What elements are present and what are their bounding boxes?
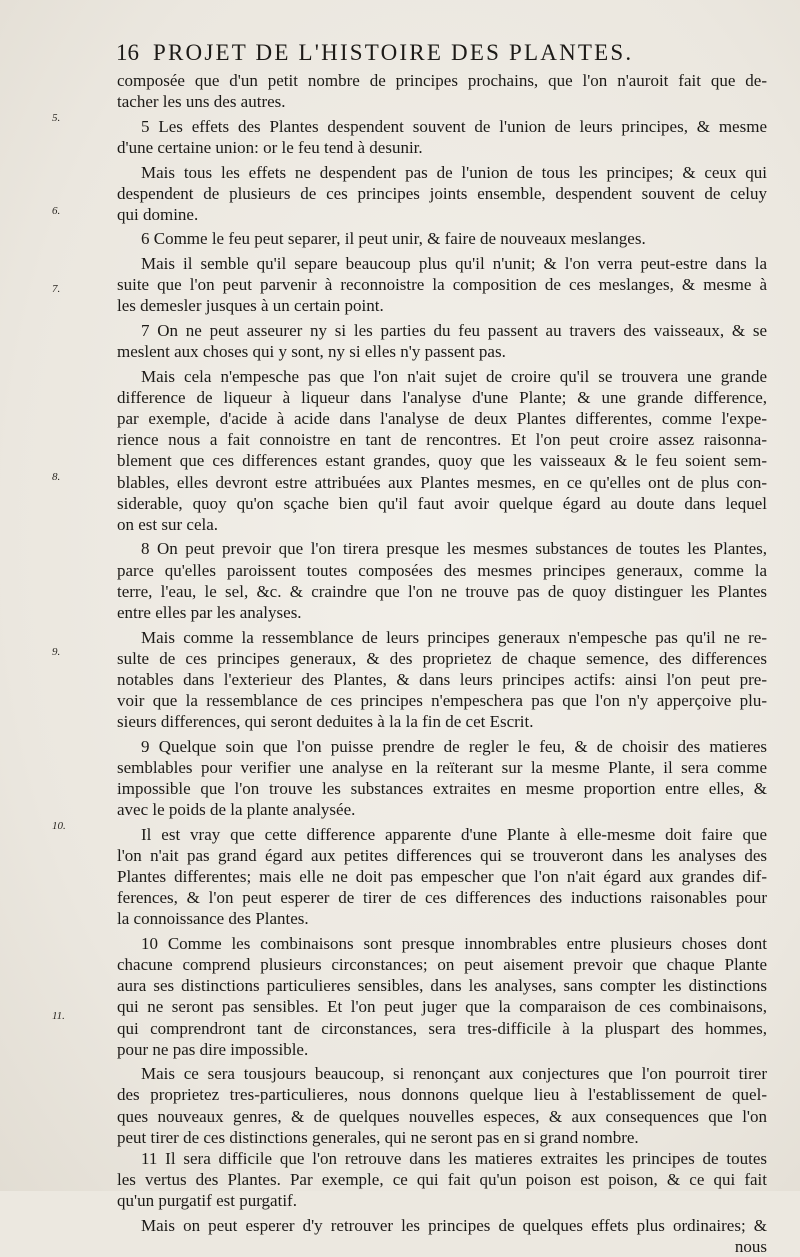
text-line: 9 Quelque soin que l'on puisse prendre de regler le feu, & de choisir des matieres [141,736,767,756]
margin-note: 8. [52,471,61,483]
text-line: blement que ces differences estant grandes, quoy que les vaisseaux & le feu soient sem- [117,451,767,471]
text-line: on est sur cela. [117,514,219,534]
text-line: composée que d'un petit nombre de principes prochains, que l'on n'auroit fait que de- [117,71,767,90]
text-line: 5 Les effets des Plantes despendent souvent de l'union de leurs principes, & mesme [141,116,767,136]
text-line: ques nouveaux genres, & de quelques nouvelles especes, & aux consequences que l'on [117,1106,767,1126]
text-line: aura ses distinctions particulieres sensibles, dans les analyses, sans compter les distinctions [117,976,767,996]
text-line: qui domine. [117,204,199,224]
body-text [117,70,767,1257]
text-line: Mais comme la ressemblance de leurs principes generaux n'empesche pas qu'il ne re- [141,627,767,647]
page-number: 16 [116,40,139,65]
text-line: les vertus des Plantes. Par exemple, ce qui fait qu'un poison est poison, & ce qui fait [117,1170,767,1190]
text-line: chacune comprend plusieurs circonstances; on peut aisement prevoir que chaque Plante [117,955,767,975]
text-line: entre elles par les analyses. [117,602,302,622]
text-line: Mais on peut esperer d'y retrouver les principes de quelques effets plus ordinaires; & [141,1215,767,1235]
text-line: 7 On ne peut asseurer ny si les parties du feu passent au travers des vaisseaux, & se [141,321,767,341]
running-title: PROJET DE L'HISTOIRE DES PLANTES. [153,40,634,65]
text-line: rience nous a fait connoistre en tant de rencontres. Et l'on peut croire assez raisonna- [117,430,767,450]
text-line: despendent de plusieurs de ces principes joints ensemble, despendent souvent de celuy [117,183,767,203]
catchword: nous [734,1236,767,1256]
text-line: peut tirer de ces distinctions generales, qui ne seront pas en si grand nombre. [117,1127,639,1147]
text-line: 10 Comme les combinaisons sont presque innombrables entre plusieurs choses dont [141,933,767,953]
text-line: Il est vray que cette difference apparente d'une Plante à elle-mesme doit faire que [141,824,767,844]
margin-note: 5. [52,112,61,124]
text-line: notables dans l'exterieur des Plantes, & dans leurs principes actifs: ainsi l'on peut pre- [117,669,767,689]
text-line: qui ne seront pas sensibles. Et l'on peut juger que la comparaison de ces combinaisons, [117,997,767,1017]
text-line: Mais cela n'empesche pas que l'on n'ait sujet de croire qu'il se trouvera une grande [141,366,767,386]
text-line: qu'un purgatif est purgatif. [117,1191,297,1211]
text-line: semblables pour verifier une analyse en la reïterant sur la mesme Plante, il sera comme [117,757,767,777]
text-line: terre, l'eau, le sel, &c. & craindre que l'on ne trouve pas de quoy distinguer les Plantes [117,581,767,601]
text-line: parce qu'elles paroissent toutes composées des mesmes principes generaux, comme la [117,560,767,580]
text-line: tacher les uns des autres. [117,92,286,112]
margin-note: 6. [52,205,61,217]
text-line: sulte de ces principes generaux, & des proprietez de chaque semence, des differences [117,648,767,668]
text-line: des proprietez tres-particulieres, nous donnons quelque lieu à l'establissement de quel- [117,1085,767,1105]
text-line: suite que l'on peut parvenir à reconnoistre la composition de ces meslanges, & mesme à [117,275,767,295]
text-line: 8 On peut prevoir que l'on tirera presque les mesmes substances de toutes les Plantes, [141,539,767,559]
text-line: la connoissance des Plantes. [117,909,309,929]
text-line: siderable, quoy qu'on sçache bien qu'il faut avoir quelque égard au doute dans lequel [117,493,767,513]
margin-note: 11. [52,1010,65,1022]
margin-note: 10. [52,820,66,832]
text-line: pour ne pas dire impossible. [117,1039,309,1059]
text-line: impossible que l'on trouve les substances extraites en mesme proportion entre elles, & [117,779,767,798]
text-line: d'une certaine union: or le feu tend à desunir. [117,137,423,157]
margin-note: 7. [52,283,61,295]
text-line: les demesler jusques à un certain point. [117,296,384,316]
text-line: difference de liqueur à liqueur dans l'analyse d'une Plante; & une grande difference, [117,387,767,407]
text-line: Mais il semble qu'il separe beaucoup plus qu'il n'unit; & l'on verra peut-estre dans la [141,254,767,274]
text-line: Plantes differentes; mais elle ne doit pas empescher que l'on n'ait égard aux grandes dif- [117,867,767,887]
text-line: Mais tous les effets ne despendent pas de l'union de tous les principes; & ceux qui [141,162,767,182]
text-line: Mais ce sera tousjours beaucoup, si renonçant aux conjectures que l'on pourroit tirer [141,1064,767,1084]
text-line: l'on n'ait pas grand égard aux petites differences qui se trouveront dans les analyses des [117,845,767,865]
text-line: avec le poids de la plante analysée. [117,800,356,820]
text-line: par exemple, d'acide à acide dans l'analyse de deux Plantes differentes, comme l'expe- [117,409,767,429]
text-line: qui comprendront tant de circonstances, sera tres-difficile à la pluspart des hommes, [117,1018,767,1038]
text-line: sieurs differences, qui seront deduites à la la fin de cet Escrit. [117,712,534,732]
text-line: blables, elles devront estre attribuées aux Plantes mesmes, en ce qu'elles ont de plus con- [117,472,767,492]
text-line: 11 Il sera difficile que l'on retrouve dans les matieres extraites les principes de toutes [141,1148,767,1168]
text-line: ferences, & l'on peut esperer de tirer de ces differences des inductions raisonables pour [117,888,767,908]
margin-note: 9. [52,646,61,658]
text-line: meslent aux choses qui y sont, ny si elles n'y passent pas. [117,342,506,362]
running-header [116,40,776,70]
text-line: 6 Comme le feu peut separer, il peut unir, & faire de nouveaux meslanges. [141,229,646,249]
text-line: voir que la ressemblance de ces principes n'empeschera pas que l'on n'y apperçoive plu- [117,690,767,710]
